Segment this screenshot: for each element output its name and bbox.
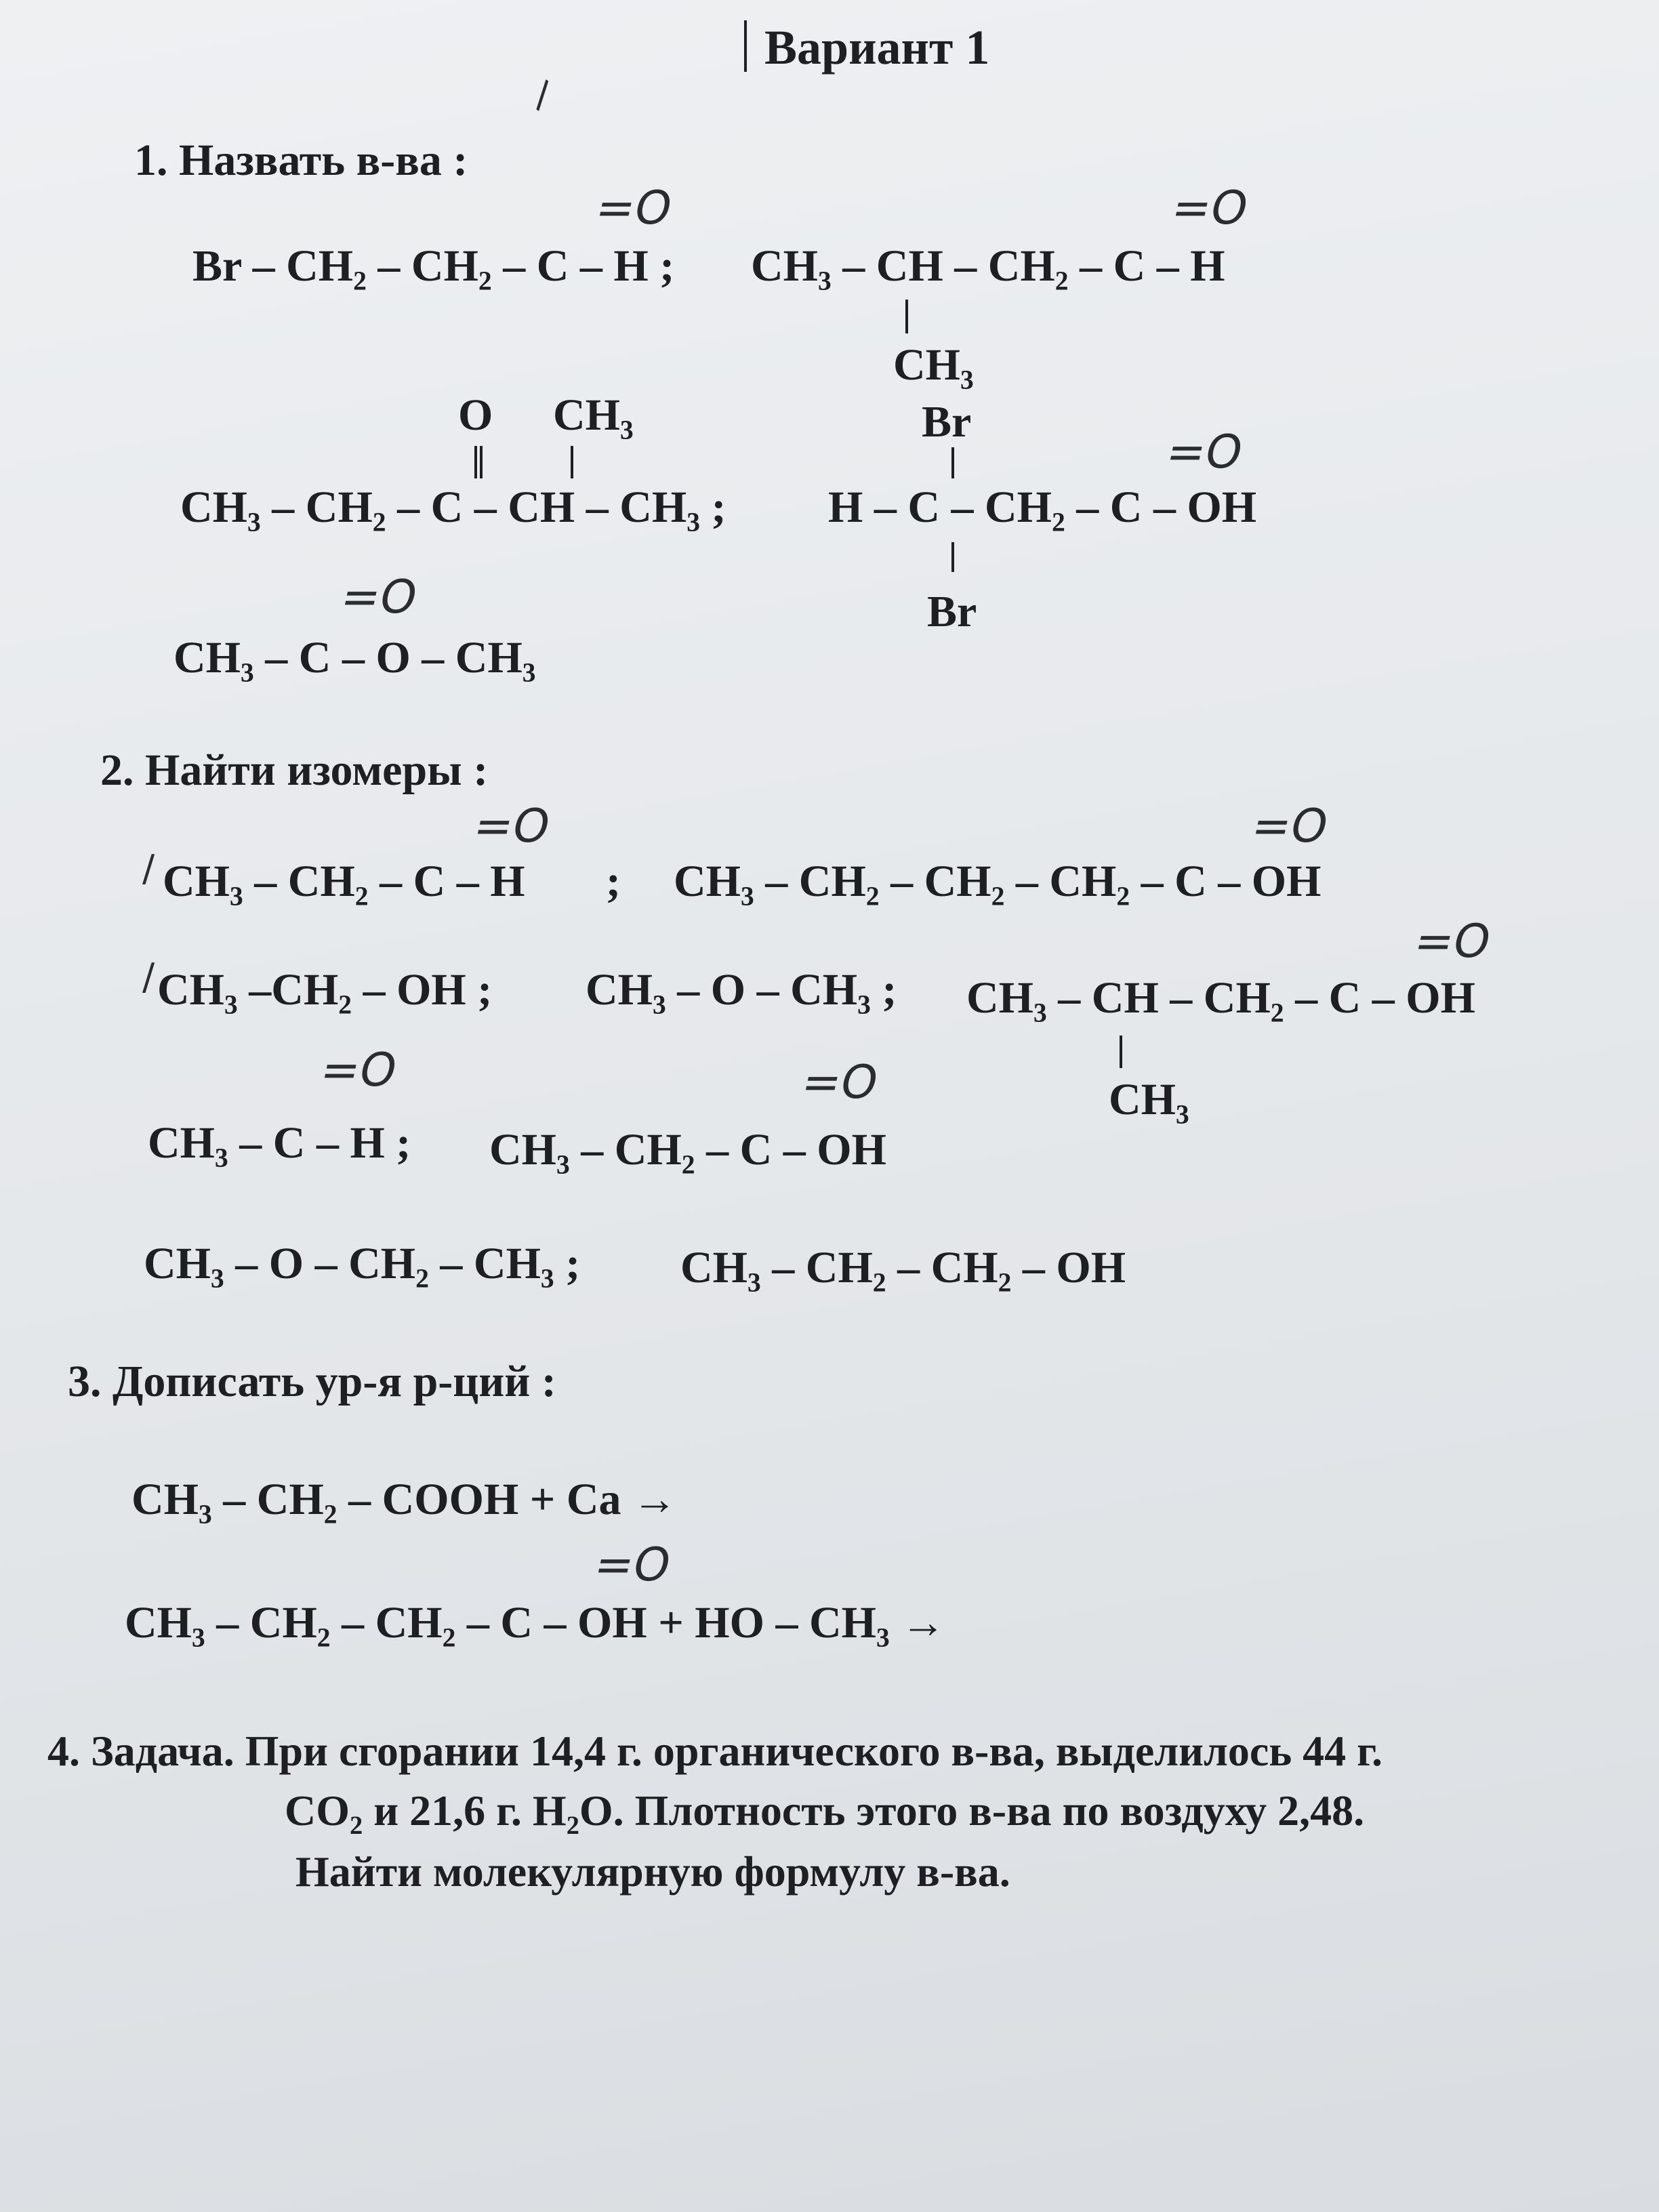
section1-heading: 1. Назвать в-ва : (134, 136, 468, 185)
isomer-8: CH₃ – O – CH₂ – CH₃ ; (144, 1239, 581, 1288)
formula-2: CH₃ – CH – CH₂ – C – H (751, 241, 1225, 291)
carbonyl-o-7: =O (1409, 915, 1496, 968)
formula-4-br-top: Br (922, 397, 972, 447)
carbonyl-o-6: =O (1246, 800, 1333, 853)
isomer-1: CH₃ – CH₂ – C – H (163, 857, 525, 906)
isomer-3: CH₃ –CH₂ – OH ; (157, 965, 493, 1015)
carbonyl-o-8: =O (315, 1044, 402, 1097)
formula-3: CH₃ – CH₂ – C – CH – CH₃ ; (180, 483, 726, 532)
isomer-5: CH₃ – CH – CH₂ – C – OH (966, 973, 1475, 1023)
isomer-2: CH₃ – CH₂ – CH₂ – CH₂ – C – OH (674, 857, 1322, 906)
carbonyl-o-3: =O (1161, 426, 1248, 479)
bond-line (951, 447, 954, 478)
isomer-9: CH₃ – CH₂ – CH₂ – OH (680, 1243, 1126, 1292)
carbonyl-o-5: =O (468, 800, 555, 853)
bond-line (1120, 1036, 1122, 1068)
formula-5: CH₃ – C – O – CH₃ (173, 633, 536, 682)
formula-4-br-bottom: Br (927, 587, 977, 636)
pen-stroke: \ (525, 73, 560, 116)
title-bar (744, 20, 747, 72)
formula-4: H – C – CH₂ – C – OH (828, 483, 1257, 532)
isomer-7: CH₃ – CH₂ – C – OH (489, 1125, 886, 1174)
bond-line (905, 300, 908, 333)
carbonyl-o-9: =O (796, 1056, 883, 1109)
formula-3-oxygen: O (458, 390, 493, 440)
bond-line (571, 446, 573, 478)
carbonyl-o-1: =O (590, 182, 677, 235)
formula-3-methyl: CH₃ (553, 390, 634, 440)
section3-heading: 3. Дописать ур-я р-ций : (68, 1357, 556, 1406)
page-title: Вариант 1 (764, 20, 990, 75)
task-line-3: Найти молекулярную формулу в-ва. (295, 1847, 1010, 1896)
formula-2-branch: CH₃ (893, 340, 974, 390)
isomer-4: CH₃ – O – CH₃ ; (586, 965, 897, 1015)
reaction-1: CH₃ – CH₂ – COOH + Ca → (131, 1475, 678, 1524)
pen-mark: / (142, 847, 155, 890)
pen-mark: / (142, 956, 155, 998)
separator: ; (606, 857, 621, 906)
isomer-6: CH₃ – C – H ; (148, 1118, 411, 1168)
task-line-1: 4. Задача. При сгорании 14,4 г. органического в-ва, выделилось 44 г. (47, 1727, 1382, 1775)
carbonyl-o-10: =O (589, 1538, 676, 1592)
carbonyl-o-4: =O (335, 571, 422, 624)
double-bond (474, 446, 483, 478)
reaction-2: CH₃ – CH₂ – CH₂ – C – OH + HO – CH₃ → (125, 1598, 946, 1647)
isomer-5-branch: CH₃ (1109, 1075, 1189, 1124)
bond-line (951, 542, 954, 572)
formula-1: Br – CH₂ – CH₂ – C – H ; (192, 241, 675, 291)
task-line-2: CO₂ и 21,6 г. H₂O. Плотность этого в-ва по воздуху 2,48. (285, 1786, 1365, 1835)
section2-heading: 2. Найти изомеры : (100, 745, 489, 795)
carbonyl-o-2: =O (1166, 182, 1253, 235)
